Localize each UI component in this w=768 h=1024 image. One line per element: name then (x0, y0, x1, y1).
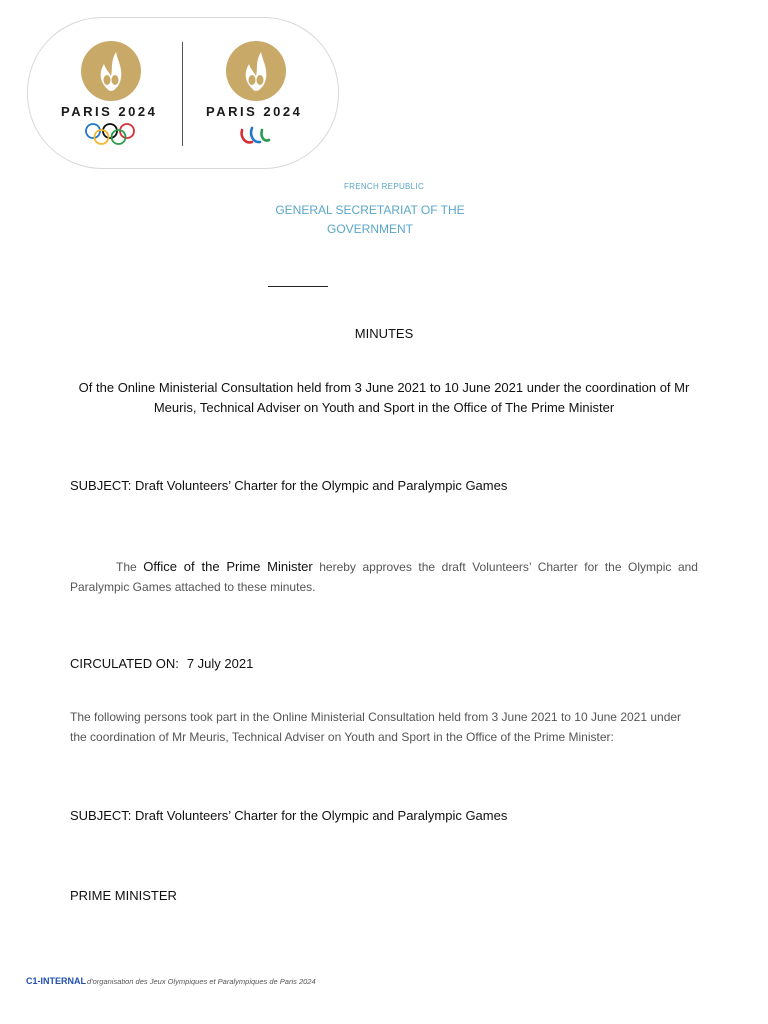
circulated-label: CIRCULATED ON: (70, 656, 179, 671)
logo-divider (182, 42, 183, 146)
participants-paragraph: The following persons took part in the Online Ministerial Consultation held from 3 June 2021 to 10 June 2021 under the coordination of Mr Meuris, Technical Adviser on Youth and Sport in the Office of the Prime Minister: (70, 710, 682, 744)
subject-line-repeat: SUBJECT: Draft Volunteers’ Charter for the Olympic and Paralympic Games (70, 808, 508, 823)
paris-2024-paralympic-wordmark: PARIS 2024 (206, 104, 303, 119)
paris-2024-logo (27, 17, 339, 169)
french-republic-label: FRENCH REPUBLIC (343, 182, 425, 191)
paris-2024-olympic-wordmark: PARIS 2024 (61, 104, 158, 119)
paralympic-agitos-icon (238, 124, 272, 146)
consultation-intro: Of the Online Ministerial Consultation held from 3 June 2021 to 10 June 2021 under the coordination of Mr Meuris, Technical Adviser on Youth and Sport in the Office of The Prime Minister (78, 380, 690, 415)
classification-tag: C1-INTERNAL (26, 976, 86, 986)
circulated-on-line (70, 656, 253, 671)
separator-rule (268, 286, 328, 287)
approval-lead: The (116, 560, 137, 574)
footer-text: d'organisation des Jeux Olympiques et Paralympiques de Paris 2024 (87, 977, 316, 986)
general-secretariat-heading: GENERAL SECRETARIAT OF THE GOVERNMENT (275, 203, 465, 236)
subject-line: SUBJECT: Draft Volunteers’ Charter for the Olympic and Paralympic Games (70, 478, 508, 493)
approval-office: Office of the Prime Minister (143, 559, 313, 574)
approval-paragraph (70, 557, 698, 597)
page-footer (26, 976, 316, 986)
prime-minister-heading: PRIME MINISTER (70, 888, 177, 903)
approval-rest: hereby approves the draft Volunteers’ Charter for the Olympic and Paralympic Games attached to these minutes. (70, 560, 698, 594)
document-title: MINUTES (354, 326, 414, 341)
olympic-flame-emblem-icon (80, 40, 142, 102)
paralympic-flame-emblem-icon (225, 40, 287, 102)
olympic-rings-icon (84, 122, 136, 146)
circulated-date: 7 July 2021 (186, 656, 254, 671)
